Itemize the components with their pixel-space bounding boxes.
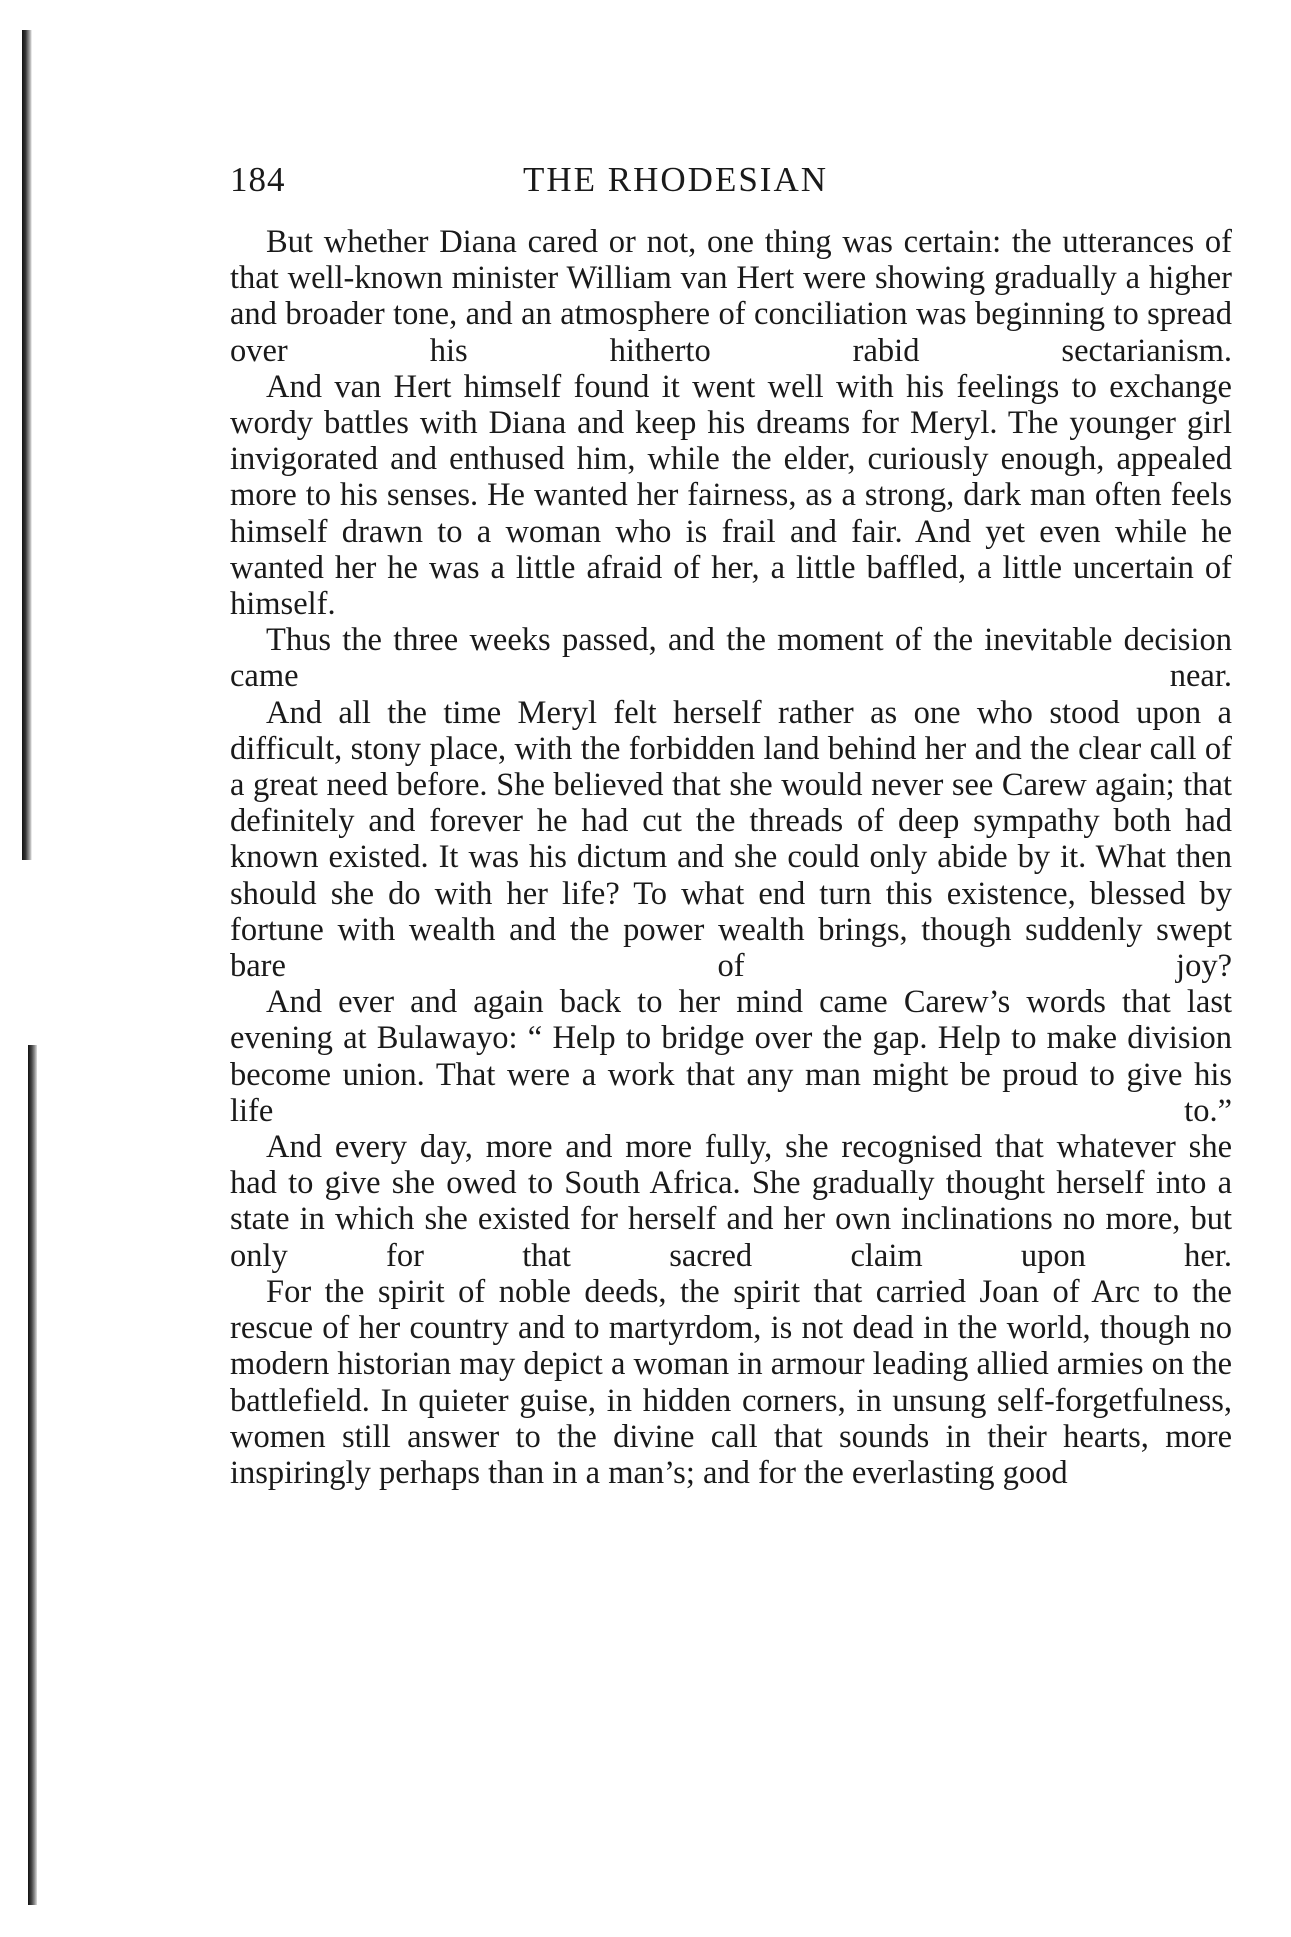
paragraph: And ever and again back to her mind came Carew’s words that last evening at Bulawayo: “ Help to bridge over the gap. Help to make division become union. That were a work that any man might be proud to give his life to.”: [230, 984, 1232, 1129]
body-text: [230, 224, 1232, 1491]
book-binding-shadow-top: [22, 30, 32, 860]
page-header: [230, 160, 1232, 224]
running-title: THE RHODESIAN: [523, 160, 829, 199]
paragraph: And van Hert himself found it went well with his feelings to exchange wordy battles with Diana and keep his dreams for Meryl. The younger girl invigorated and enthused him, while the elder, curiously enough, appealed more to his senses. He wanted her fairness, as a strong, dark man often feels himself drawn to a woman who is frail and fair. And yet even while he wanted her he was a little afraid of her, a little baffled, a little uncertain of himself.: [230, 368, 1232, 623]
paragraph: And all the time Meryl felt herself rather as one who stood upon a difficult, stony place, with the forbidden land behind her and the clear call of a great need before. She believed that she would never see Carew again; that definitely and forever he had cut the threads of deep sympathy both had known existed. It was his dictum and she could only abide by it. What then should she do with her life? To what end turn this existence, blessed by fortune with wealth and the power wealth brings, though suddenly swept bare of joy?: [230, 694, 1232, 985]
paragraph: Thus the three weeks passed, and the moment of the inevitable decision came near.: [230, 622, 1232, 695]
paragraph: But whether Diana cared or not, one thing was certain: the utterances of that well-known minister William van Hert were showing gradually a higher and broader tone, and an atmosphere of conciliation was beginning to spread over his hitherto rabid sectarianism.: [230, 224, 1232, 369]
page-number: 184: [230, 160, 286, 199]
book-page: [230, 160, 1232, 1491]
paragraph: For the spirit of noble deeds, the spirit that carried Joan of Arc to the rescue of her country and to martyrdom, is not dead in the world, though no modern historian may depict a woman in armour leading allied armies on the battlefield. In quieter guise, in hidden corners, in unsung self-forgetfulness, women still answer to the divine call that sounds in their hearts, more inspiringly perhaps than in a man’s; and for the everlasting good: [230, 1273, 1232, 1491]
paragraph: And every day, more and more fully, she recognised that whatever she had to give she owed to South Africa. She gradually thought herself into a state in which she existed for herself and her own inclinations no more, but only for that sacred claim upon her.: [230, 1129, 1232, 1274]
book-binding-shadow-bottom: [28, 1045, 37, 1905]
